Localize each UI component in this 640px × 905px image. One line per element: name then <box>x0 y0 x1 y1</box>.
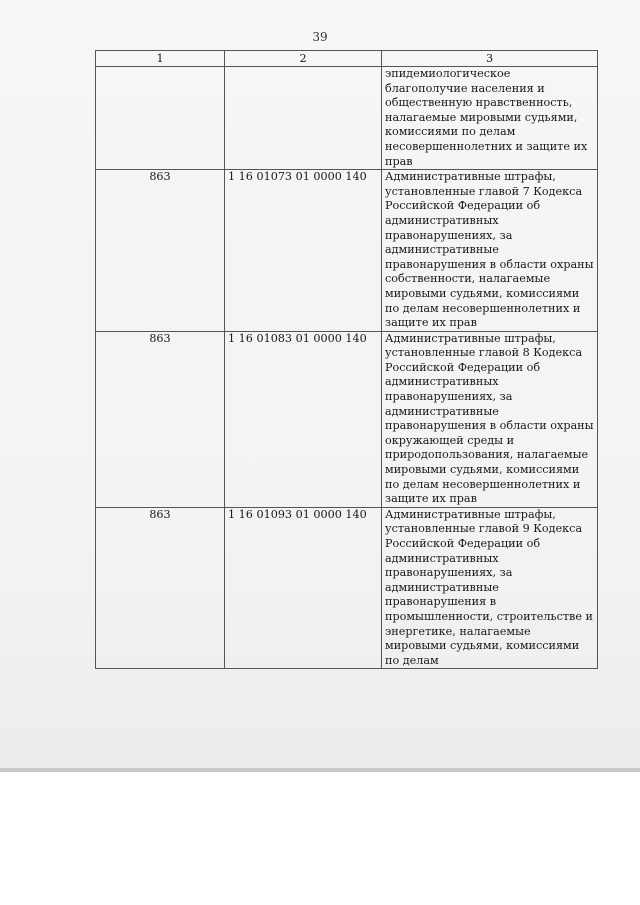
description-cell: Административные штрафы, установленные главой 7 Кодекса Российской Федерации об административных правонарушениях, за административные правонарушения в области охраны собственности, налагаемые мировыми судьями, комиссиями по делам несовершеннолетних и защите их прав <box>382 170 598 332</box>
budget-code-cell: 1 16 01073 01 0000 140 <box>225 170 382 332</box>
budget-code-cell: 1 16 01083 01 0000 140 <box>225 331 382 507</box>
budget-code-cell <box>225 67 382 170</box>
table-header-row <box>96 51 598 67</box>
page-number: 39 <box>312 30 328 44</box>
table-row <box>96 507 598 669</box>
table-row <box>96 331 598 507</box>
table-row <box>96 67 598 170</box>
scan-bottom-edge <box>0 768 640 772</box>
description-cell: Административные штрафы, установленные главой 8 Кодекса Российской Федерации об административных правонарушениях, за административные правонарушения в области охраны окружающей среды и природопользования, налагаемые мировыми судьями, комиссиями по делам несовершеннолетних и защите их прав <box>382 331 598 507</box>
column-header-1: 1 <box>96 51 225 67</box>
table-row <box>96 170 598 332</box>
description-cell: Административные штрафы, установленные главой 9 Кодекса Российской Федерации об административных правонарушениях, за административные правонарушения в промышленности, строительстве и энергетике, налагаемые мировыми судьями, комиссиями по делам <box>382 507 598 669</box>
budget-codes-table <box>95 50 598 669</box>
column-header-2: 2 <box>225 51 382 67</box>
admin-code-cell: 863 <box>96 507 225 669</box>
admin-code-cell <box>96 67 225 170</box>
admin-code-cell: 863 <box>96 331 225 507</box>
admin-code-cell: 863 <box>96 170 225 332</box>
description-cell: эпидемиологическое благополучие населения и общественную нравственность, налагаемые мировыми судьями, комиссиями по делам несовершеннолетних и защите их прав <box>382 67 598 170</box>
budget-code-cell: 1 16 01093 01 0000 140 <box>225 507 382 669</box>
column-header-3: 3 <box>382 51 598 67</box>
